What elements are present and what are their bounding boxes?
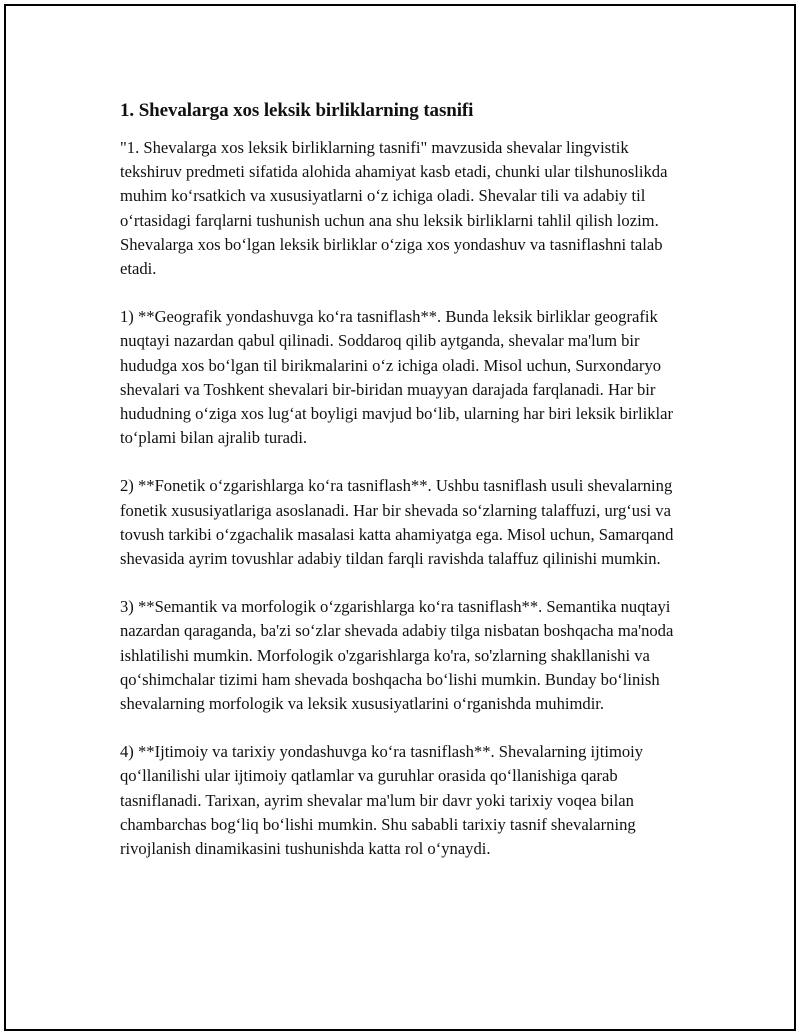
paragraph-geographic: 1) **Geografik yondashuvga ko‘ra tasniflash**. Bunda leksik birliklar geografik nuqtayi nazardan qabul qilinadi. Soddaroq qilib aytganda, shevalar ma'lum bir hududga xos bo‘lgan til birikmalarini o‘z ichiga oladi. Misol uchun, Surxondaryo shevalari va Toshkent shevalari bir-biridan muayyan darajada farqlanadi. Har bir hududning o‘ziga xos lug‘at boyligi mavjud bo‘lib, ularning har biri leksik birliklar to‘plami bilan ajralib turadi. — [120, 307, 674, 448]
paragraph-semantic-morphological: 3) **Semantik va morfologik o‘zgarishlarga ko‘ra tasniflash**. Semantika nuqtayi nazardan qaraganda, ba'zi so‘zlar shevada adabiy tilga nisbatan boshqacha ma'noda ishlatilishi mumkin. Morfologik o'zgarishlarga ko'ra, so'zlarning shakllanishi va qo‘shimchalar tizimi ham shevada boshqacha bo‘lishi mumkin. Bunday bo‘linish shevalarning morfologik va leksik xususiyatlarini o‘rganishda muhimdir. — [120, 597, 674, 714]
paragraph-social-historical: 4) **Ijtimoiy va tarixiy yondashuvga ko‘ra tasniflash**. Shevalarning ijtimoiy qo‘llanilishi ular ijtimoiy qatlamlar va guruhlar orasida qo‘llanishiga qarab tasniflanadi. Tarixan, ayrim shevalar ma'lum bir davr yoki tarixiy voqea bilan chambarchas bog‘liq bo‘lishi mumkin. Shu sababli tarixiy tasnif shevalarning rivojlanish dinamikasini tushunishda katta rol o‘ynaydi. — [120, 742, 644, 859]
document-body — [120, 96, 692, 861]
document-title: 1. Shevalarga xos leksik birliklarning tasnifi — [120, 100, 474, 121]
paragraph-intro: "1. Shevalarga xos leksik birliklarning tasnifi" mavzusida shevalar lingvistik tekshiruv predmeti sifatida alohida ahamiyat kasb etadi, chunki ular tilshunoslikda muhim ko‘rsatkich va xususiyatlarni o‘z ichiga oladi. Shevalar tili va adabiy til o‘rtasidagi farqlarni tushunish uchun ana shu leksik birliklarni tahlil qilish lozim. Shevalarga xos bo‘lgan leksik birliklar o‘ziga xos yondashuv va tasniflashni talab etadi. — [120, 138, 668, 279]
page-frame — [4, 4, 796, 1031]
paragraph-phonetic: 2) **Fonetik o‘zgarishlarga ko‘ra tasniflash**. Ushbu tasniflash usuli shevalarning fonetik xususiyatlariga asoslanadi. Har bir shevada so‘zlarning talaffuzi, urg‘usi va tovush tarkibi o‘zgachalik masalasi katta ahamiyatga ega. Misol uchun, Samarqand shevasida ayrim tovushlar adabiy tildan farqli ravishda talaffuz qilinishi mumkin. — [120, 476, 674, 569]
